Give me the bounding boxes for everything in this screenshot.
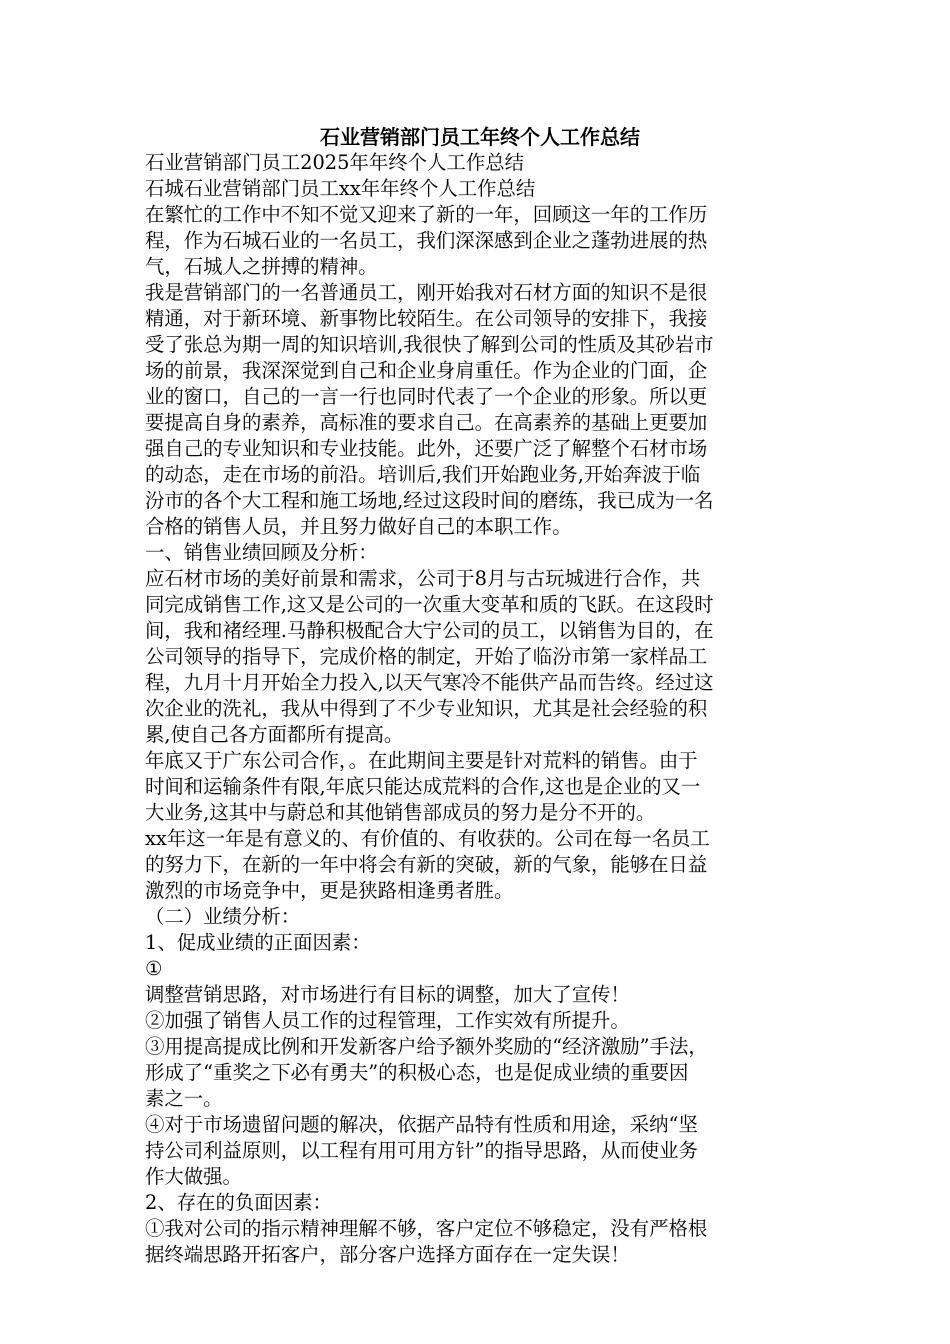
text-line: 累,使自己各方面都所有提高。 [145,723,404,746]
text-line: 我是营销部门的一名普通员工，刚开始我对石材方面的知识不是很 [145,281,708,304]
text-line: 精通，对于新环境、新事物比较陌生。在公司领导的安排下，我接 [145,307,708,330]
section-heading: （二）业绩分析： [145,905,301,928]
section-heading: 1、促成业绩的正面因素： [145,931,371,954]
text-line: 间，我和褚经理.马静积极配合大宁公司的员工，以销售为目的，在 [145,619,714,642]
text-line: xx年这一年是有意义的、有价值的、有收获的。公司在每一名员工 [145,827,710,850]
text-line: 的动态，走在市场的前沿。培训后,我们开始跑业务,开始奔波于临 [145,463,701,486]
document-page [145,124,815,1268]
list-item: ①我对公司的指示精神理解不够，客户定位不够稳定，没有严格根 [145,1217,708,1240]
text-line: 要提高自身的素养，高标准的要求自己。在高素养的基础上更要加 [145,411,708,434]
text-line: 气，石城人之拼搏的精神。 [145,255,378,278]
text-line: 次企业的洗礼，我从中得到了不少专业知识，尤其是社会经验的积 [145,697,708,720]
text-line: 受了张总为期一周的知识培训,我很快了解到公司的性质及其砂岩市 [145,333,714,356]
text-line: 公司领导的指导下，完成价格的制定，开始了临汾市第一家样品工 [145,645,708,668]
text-line: 调整营销思路，对市场进行有目标的调整，加大了宣传！ [145,983,630,1006]
text-line: 合格的销售人员，并且努力做好自己的本职工作。 [145,515,572,538]
text-line: 业的窗口，自己的一言一行也同时代表了一个企业的形象。所以更 [145,385,708,408]
text-line: 作大做强。 [145,1165,242,1188]
text-line: 形成了“重奖之下必有勇夫”的积极心态，也是促成业绩的重要因 [145,1061,689,1084]
text-line: 时间和运输条件有限,年底只能达成荒料的合作,这也是企业的又一 [145,775,701,798]
text-line: 的努力下，在新的一年中将会有新的突破，新的气象，能够在日益 [145,853,708,876]
list-item: ③用提高提成比例和开发新客户给予额外奖励的“经济激励”手法， [145,1035,708,1058]
text-line: 据终端思路开拓客户，部分客户选择方面存在一定失误！ [145,1243,630,1266]
list-item: ②加强了销售人员工作的过程管理，工作实效有所提升。 [145,1009,630,1032]
text-line: 强自己的专业知识和专业技能。此外，还要广泛了解整个石材市场 [145,437,708,460]
text-line: 同完成销售工作,这又是公司的一次重大变革和质的飞跃。在这段时 [145,593,714,616]
text-line: 激烈的市场竞争中，更是狭路相逢勇者胜。 [145,879,514,902]
document-title: 石业营销部门员工年终个人工作总结 [320,125,640,149]
section-heading: 2、存在的负面因素： [145,1191,332,1214]
text-line: 石城石业营销部门员工xx年年终个人工作总结 [145,177,536,200]
text-line: 应石材市场的美好前景和需求，公司于8月与古玩城进行合作，共 [145,567,701,590]
document-body [145,150,815,1268]
text-line: 程，九月十月开始全力投入,以天气寒冷不能供产品而告终。经过这 [145,671,714,694]
text-line: 持公司利益原则，以工程有用可用方针”的指导思路，从而使业务 [145,1139,698,1162]
list-marker: ① [145,957,163,980]
text-line: 在繁忙的工作中不知不觉又迎来了新的一年，回顾这一年的工作历 [145,203,708,226]
section-heading: 一、销售业绩回顾及分析： [145,541,378,564]
text-line: 石业营销部门员工2025年年终个人工作总结 [145,151,524,174]
text-line: 素之一。 [145,1087,223,1110]
text-line: 汾市的各个大工程和施工场地,经过这段时间的磨练，我已成为一名 [145,489,714,512]
list-item: ④对于市场遗留问题的解决，依据产品特有性质和用途，采纳“坚 [145,1113,698,1136]
text-line: 场的前景，我深深觉到自己和企业身肩重任。作为企业的门面，企 [145,359,708,382]
text-line: 大业务,这其中与蔚总和其他销售部成员的努力是分不开的。 [145,801,656,824]
text-line: 年底又于广东公司合作，。在此期间主要是针对荒料的销售。由于 [145,749,698,772]
text-line: 程，作为石城石业的一名员工，我们深深感到企业之蓬勃进展的热 [145,229,708,252]
